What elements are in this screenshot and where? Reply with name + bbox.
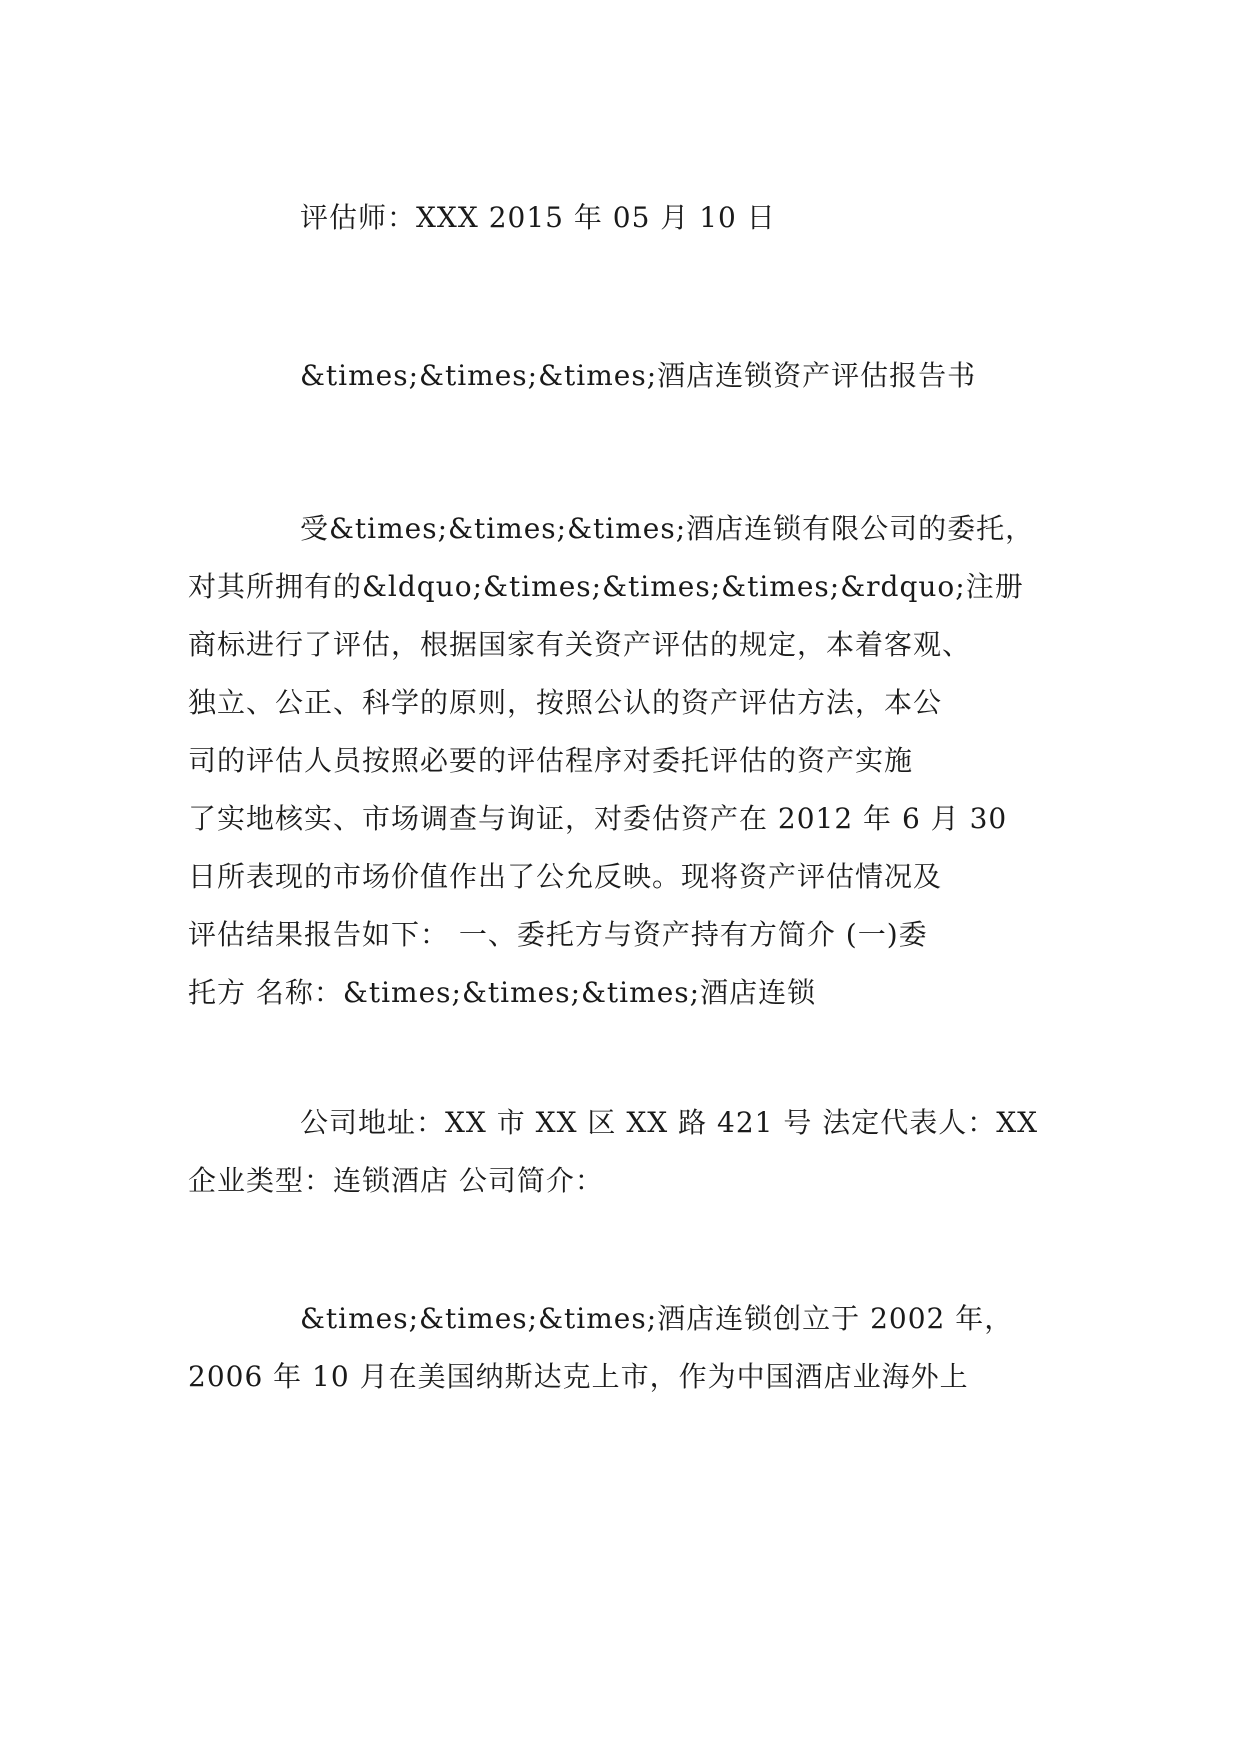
- paragraph-line: 了实地核实、市场调查与询证，对委估资产在 2012 年 6 月 30: [188, 802, 1008, 835]
- paragraph-line: 日所表现的市场价值作出了公允反映。现将资产评估情况及: [188, 860, 943, 893]
- paragraph-line: 对其所拥有的&ldquo;&times;&times;&times;&rdquo;注册: [188, 570, 1024, 603]
- paragraph-company-info: [188, 1094, 1058, 1210]
- signature-line: 评估师：XXX 2015 年 05 月 10 日: [300, 201, 776, 234]
- paragraph-line: 企业类型：连锁酒店 公司简介：: [188, 1164, 604, 1197]
- paragraph-line: &times;&times;&times;酒店连锁创立于 2002 年，: [300, 1302, 1014, 1335]
- paragraph-line: 受&times;&times;&times;酒店连锁有限公司的委托，: [300, 512, 1035, 545]
- paragraph-line: 评估结果报告如下： 一、委托方与资产持有方简介 (一)委: [188, 918, 928, 951]
- report-title: &times;&times;&times;酒店连锁资产评估报告书: [300, 359, 977, 392]
- paragraph-line: 2006 年 10 月在美国纳斯达克上市，作为中国酒店业海外上: [188, 1360, 969, 1393]
- paragraph-entrustment: [188, 500, 1058, 1022]
- paragraph-line: 公司地址：XX 市 XX 区 XX 路 421 号 法定代表人：XX: [300, 1106, 1039, 1139]
- paragraph-line: 司的评估人员按照必要的评估程序对委托评估的资产实施: [188, 744, 914, 777]
- paragraph-line: 商标进行了评估，根据国家有关资产评估的规定，本着客观、: [188, 628, 972, 661]
- paragraph-company-intro: [188, 1290, 1058, 1406]
- paragraph-line: 托方 名称：&times;&times;&times;酒店连锁: [188, 976, 817, 1009]
- paragraph-line: 独立、公正、科学的原则，按照公认的资产评估方法，本公: [188, 686, 943, 719]
